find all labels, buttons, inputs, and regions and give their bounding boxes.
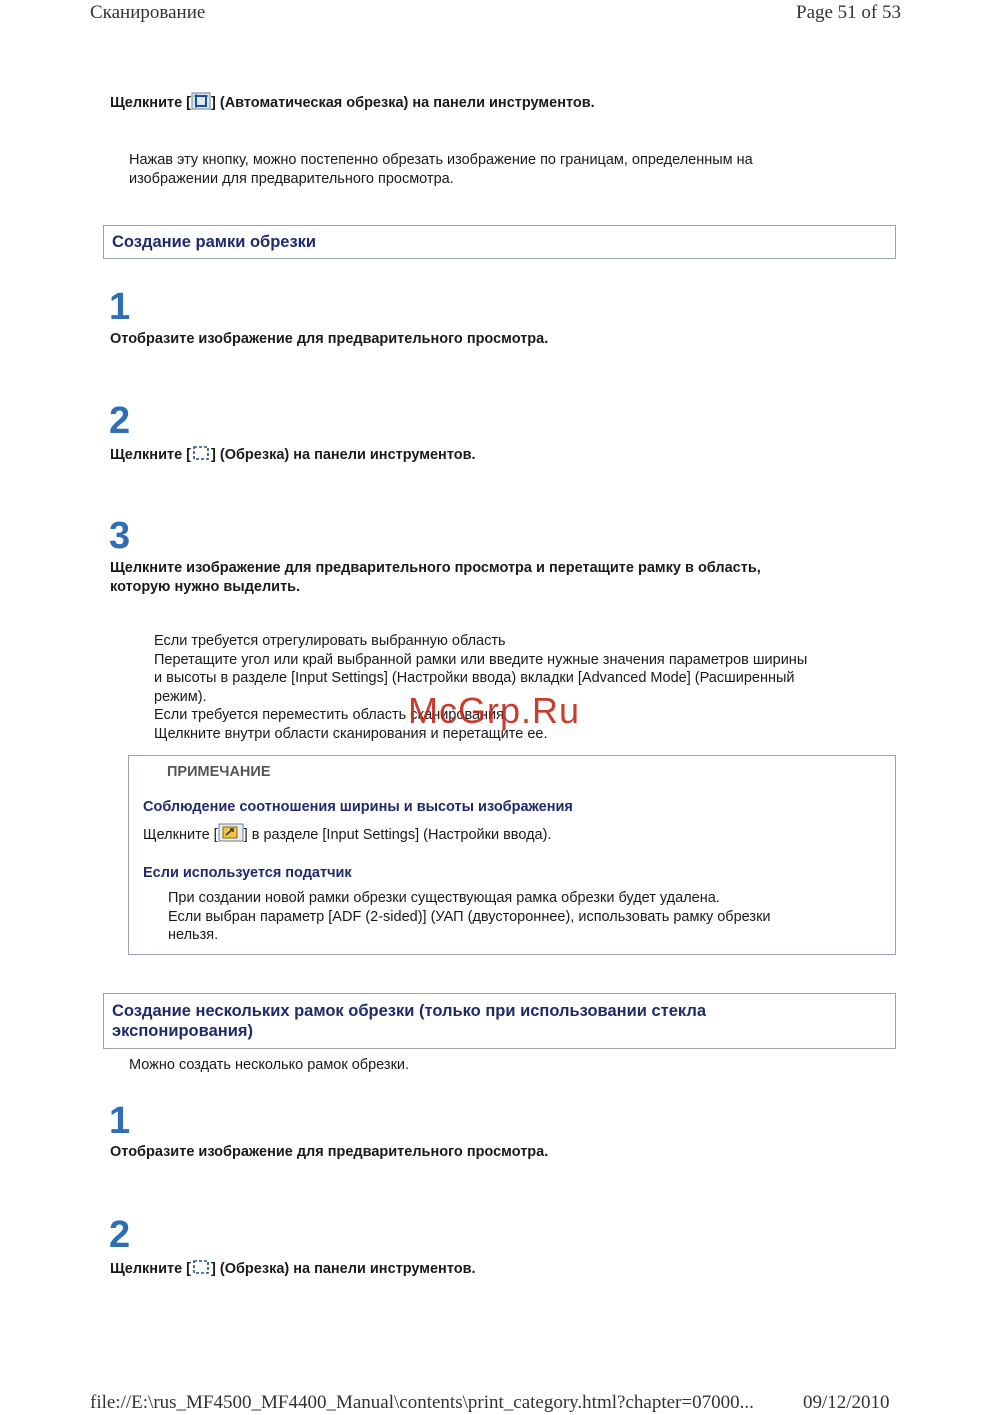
page-number: Page 51 of 53 (796, 2, 902, 23)
step-number: 2 (109, 400, 131, 442)
detail-line: Щелкните внутри области сканирования и перетащите ее. (154, 725, 548, 742)
detail-line: Перетащите угол или край выбранной рамки или введите нужные значения параметров ширины (154, 651, 808, 668)
section-multiple-crop-frames (103, 993, 896, 1049)
section-title-line: экспонирования) (112, 1022, 253, 1040)
detail-line: Если требуется переместить область сканирования (154, 707, 505, 723)
section-title (112, 1001, 706, 1041)
intro-click-suffix: ] (Автоматическая обрезка) на панели инструментов. (211, 95, 595, 111)
note-subheading: Соблюдение соотношения ширины и высоты изображения (143, 799, 573, 815)
note-click-suffix: ] в разделе [Input Settings] (Настройки ввода). (243, 827, 552, 843)
step-text-line: Щелкните изображение для предварительного просмотра и перетащите рамку в область, (110, 560, 761, 576)
note-line: При создании новой рамки обрезки существующая рамка обрезки будет удалена. (168, 890, 720, 906)
watermark: McGrp.Ru (408, 690, 581, 731)
intro-desc-line: Нажав эту кнопку, можно постепенно обрезать изображение по границам, определенным на (129, 152, 753, 168)
note-line: Если выбран параметр [ADF (2-sided)] (УАП (двустороннее), использовать рамку обрезки (168, 908, 771, 925)
intro-description (129, 151, 753, 188)
intro-instruction (110, 92, 595, 111)
crop-icon (191, 444, 211, 462)
footer-date: 09/12/2010 (803, 1392, 890, 1413)
detail-line: и высоты в разделе [Input Settings] (Настройки ввода) вкладки [Advanced Mode] (Расширенный (154, 670, 795, 686)
header-title: Сканирование (90, 2, 206, 23)
note-subheading: Если используется податчик (143, 865, 352, 881)
step-number: 3 (109, 515, 131, 557)
step-click-suffix: ] (Обрезка) на панели инструментов. (211, 1261, 476, 1277)
step-number: 1 (109, 286, 131, 328)
step-number: 1 (109, 1100, 131, 1142)
step-number: 2 (109, 1214, 131, 1256)
detail-line: Если требуется отрегулировать выбранную область (154, 633, 506, 649)
footer-path: file://E:\rus_MF4500_MF4400_Manual\contents\print_category.html?chapter=07000... (90, 1392, 754, 1413)
section-crop-frame (103, 225, 896, 259)
detail-line: режим). (154, 688, 207, 705)
step-text-line: которую нужно выделить. (110, 578, 301, 595)
step-text (110, 1258, 476, 1277)
intro-desc-line: изображении для предварительного просмотра. (129, 170, 454, 187)
section-title: Создание рамки обрезки (112, 233, 317, 251)
aspect-ratio-icon (218, 823, 244, 842)
note-line: нельзя. (168, 927, 219, 943)
step-text: Отобразите изображение для предварительного просмотра. (110, 331, 549, 347)
section-title-line: Создание нескольких рамок обрезки (только при использовании стекла (112, 1002, 707, 1020)
step-click-prefix: Щелкните [ (110, 447, 192, 463)
step-text (110, 559, 761, 596)
step-text (110, 444, 476, 463)
note-box (128, 755, 896, 955)
auto-crop-icon (191, 92, 211, 110)
note-text (143, 823, 551, 845)
note-click-prefix: Щелкните [ (143, 827, 218, 843)
step-click-suffix: ] (Обрезка) на панели инструментов. (211, 447, 476, 463)
section-description: Можно создать несколько рамок обрезки. (129, 1057, 410, 1073)
intro-click-prefix: Щелкните [ (110, 95, 192, 111)
step-text: Отобразите изображение для предварительного просмотра. (110, 1144, 549, 1160)
note-label: ПРИМЕЧАНИЕ (167, 764, 271, 780)
crop-icon (191, 1258, 211, 1276)
note-feeder-text (168, 889, 771, 945)
step-click-prefix: Щелкните [ (110, 1261, 192, 1277)
